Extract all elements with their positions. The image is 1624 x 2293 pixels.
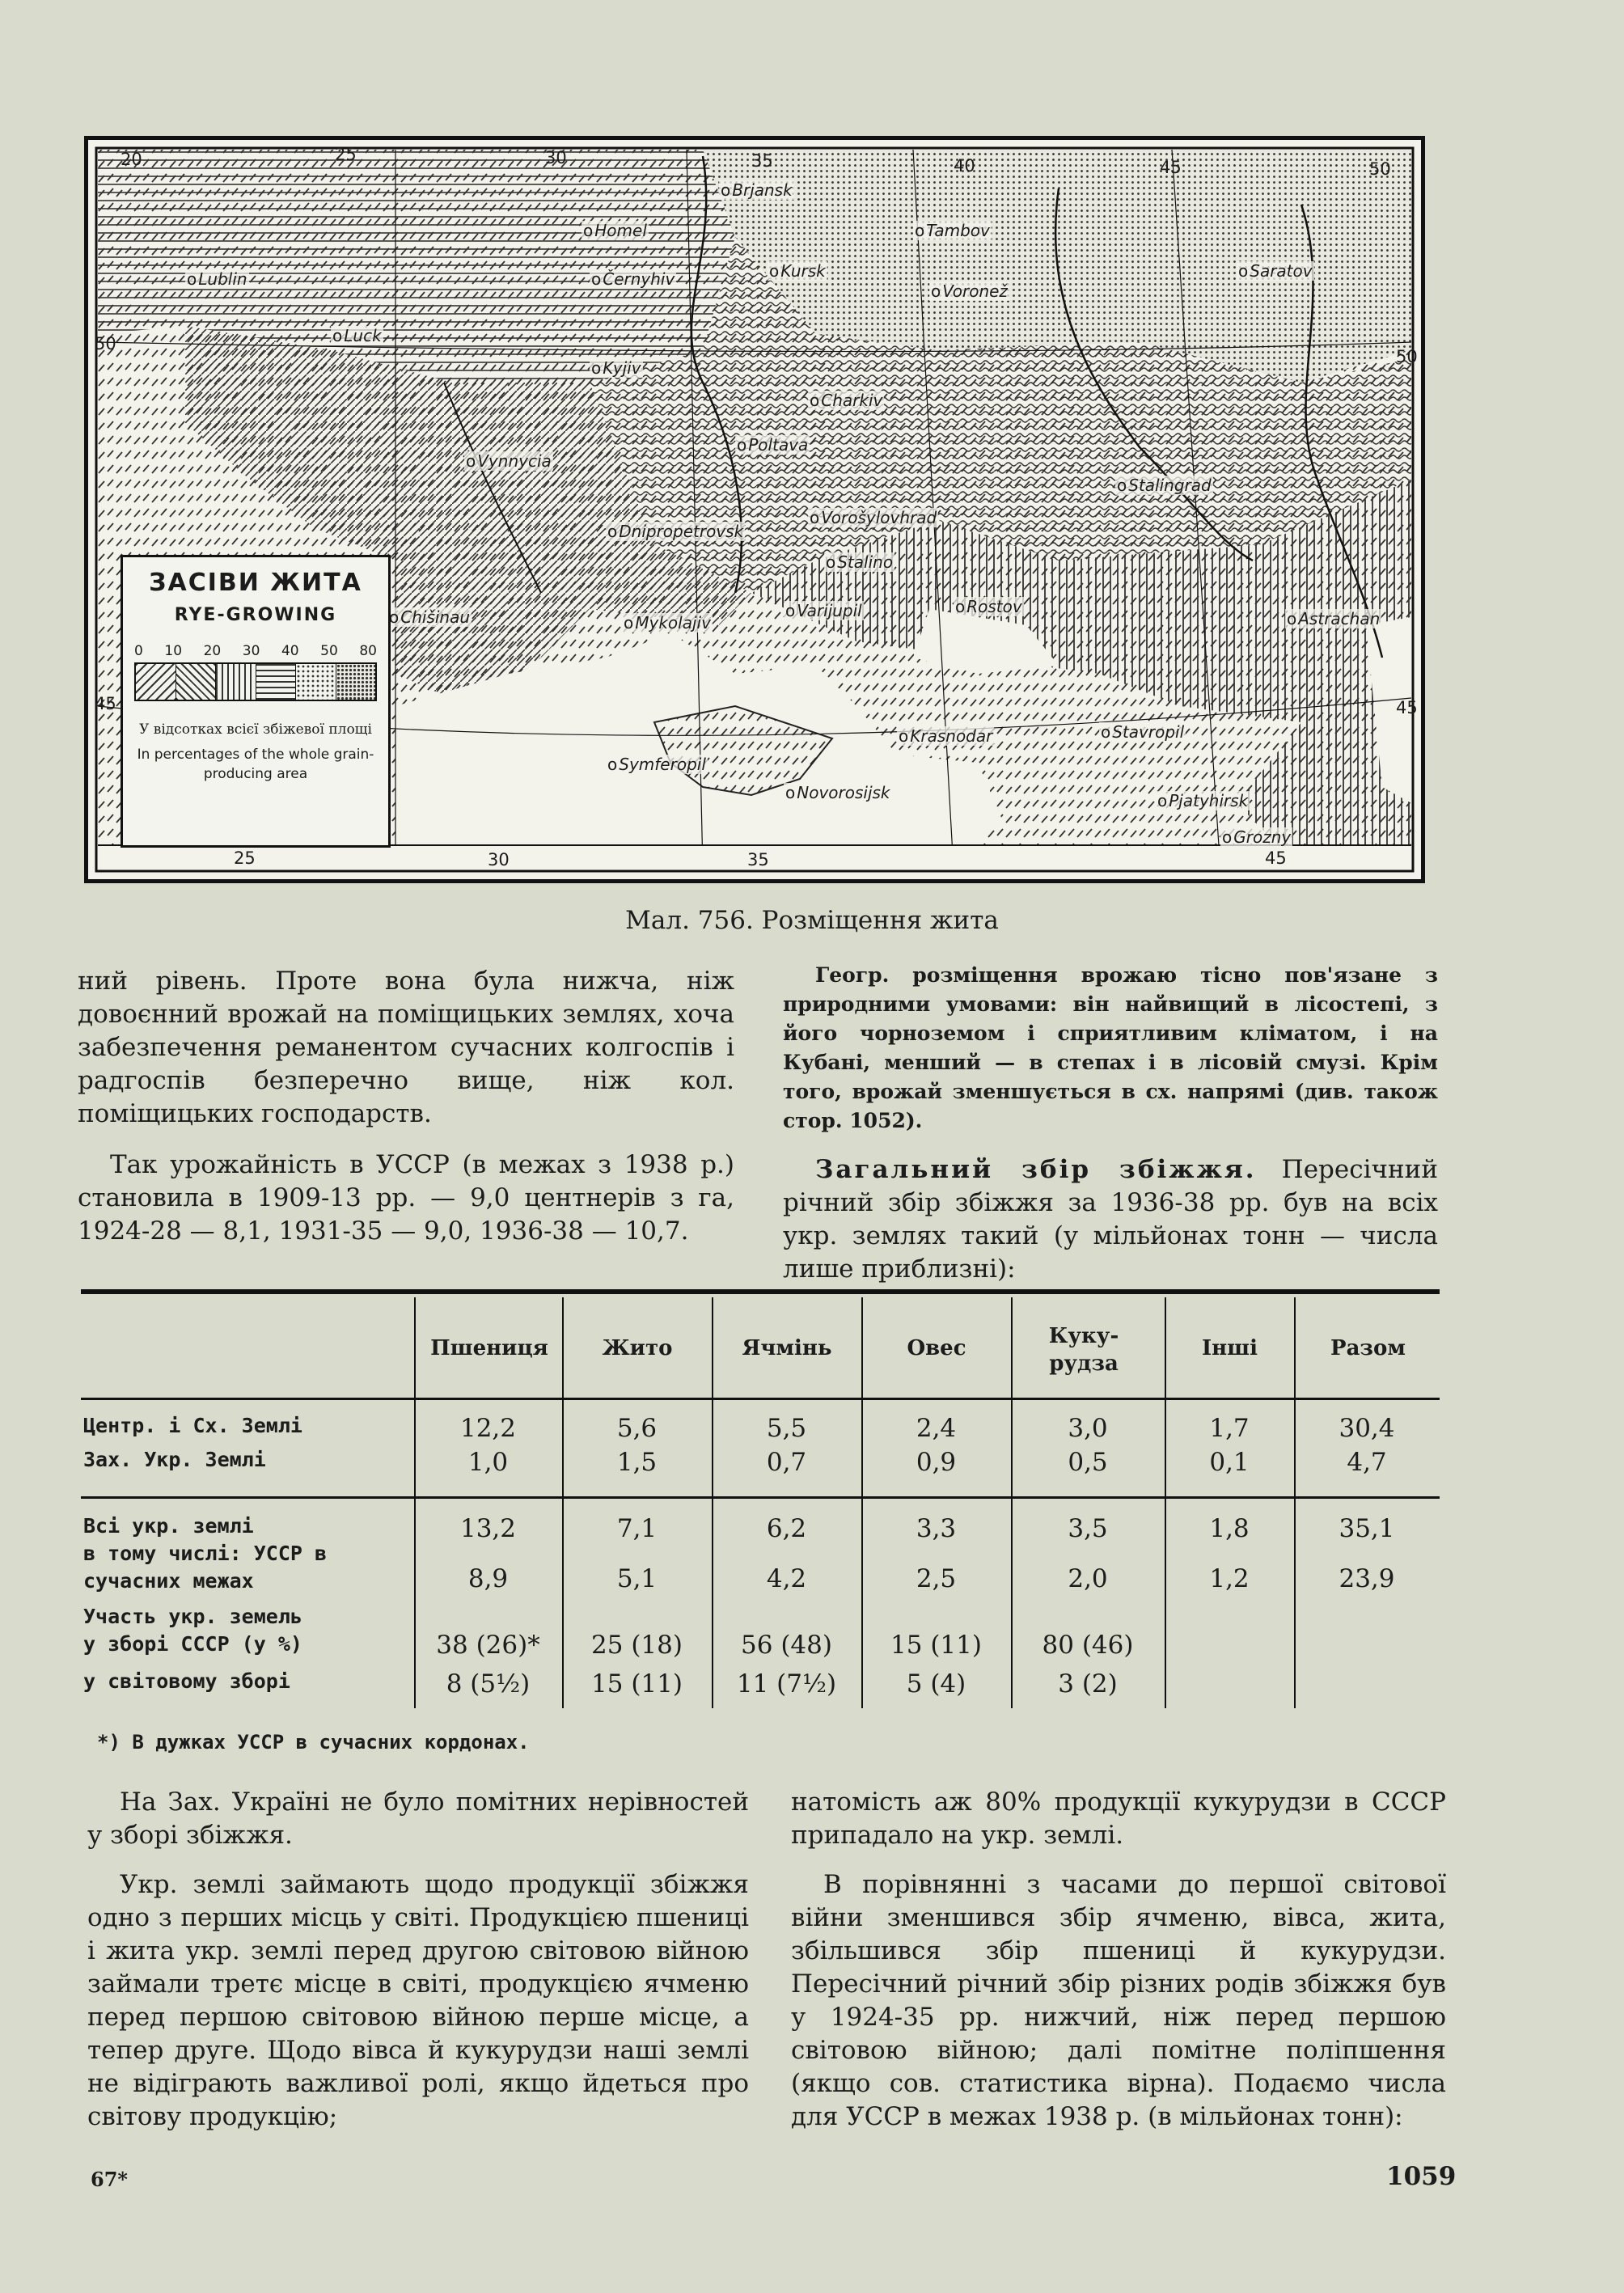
right-column-lower: [791, 1786, 1446, 2134]
table-cell: 2,0: [1068, 1564, 1108, 1593]
table-cell: 6,2: [766, 1514, 807, 1543]
table-cell: 0,1: [1209, 1448, 1250, 1477]
city-label: o Homel: [582, 221, 649, 240]
city-label: o Kursk: [768, 261, 827, 281]
city-label: o Symferopil: [606, 755, 708, 774]
table-cell: 1,8: [1209, 1514, 1250, 1543]
city-label: o Dnipropetrovsk: [606, 522, 745, 541]
city-label: o Kyjiv: [590, 358, 643, 378]
table-cell: 11 (7½): [736, 1669, 837, 1699]
city-label: o Chišinau: [387, 607, 472, 627]
col-header-other: Інші: [1201, 1336, 1258, 1360]
coord-left-45: 45: [95, 694, 116, 713]
city-label: o Vorošylovhrad: [808, 508, 938, 527]
coord-top-30: 30: [545, 148, 567, 167]
legend-tick: 80: [359, 643, 377, 659]
city-label: o Tambov: [913, 221, 992, 240]
paragraph: Геогр. розміщення врожаю тісно пов'язане з природними умовами: він найвищий в лісостепі, з його чорноземом і сприятливим кліматом, і на Кубані, менший — в степах і в лісовій смузі. Крім того, врожай зменшується в сх. напрямі (див. також стор. 1052).: [783, 963, 1438, 1132]
legend-tick: 30: [242, 643, 260, 659]
city-label: o Černyhiv: [590, 269, 676, 289]
table-cell: 35,1: [1339, 1514, 1395, 1543]
table-cell: 5,6: [616, 1414, 658, 1443]
paragraph: В порівнянні з часами до першої світової війни зменшився збір ячменю, вівса, жита, збільшився збір пшениці й кукурудзи. Пересічний річний збір різних родів збіжжя був у 1924-35 рр. нижчий, ніж перед першою світовою війною; далі помітне поліпшення (якщо сов. статистика вірна). Подаємо числа для УССР в межах 1938 р. (в мільйонах тонн):: [791, 1870, 1446, 2131]
table-cell: 4,7: [1347, 1448, 1387, 1477]
col-header-oats: Овес: [907, 1336, 966, 1360]
row-label: Центр. і Сх. Землі: [83, 1414, 302, 1437]
city-label: o Poltava: [735, 435, 810, 455]
signature-mark: 67*: [91, 2168, 128, 2191]
city-label: o Charkiv: [808, 391, 884, 410]
legend-swatch: [136, 664, 176, 700]
table-cell: 56 (48): [741, 1631, 832, 1660]
section-heading: Загальний збір збіжжя.: [815, 1155, 1257, 1184]
city-label: o Stalingrad: [1115, 476, 1213, 495]
table-vline: [1165, 1297, 1166, 1708]
city-label: o Stalino: [824, 552, 894, 572]
page-number: 1059: [1386, 2162, 1457, 2191]
legend-title: ЗАСІВИ ЖИТА: [149, 569, 362, 597]
legend-swatch: [256, 664, 297, 700]
paragraph: Так урожайність в УССР (в межах з 1938 р.) становила в 1909-13 рр. — 9,0 центнерів з га, 1924-28 — 8,1, 1931-35 — 9,0, 1936-38 — 10,7.: [78, 1150, 734, 1246]
table-cell: 5 (4): [906, 1669, 966, 1699]
legend-subtitle: RYE-GROWING: [174, 605, 337, 625]
table-rule-top: [81, 1289, 1440, 1294]
coord-left-50: 50: [95, 334, 116, 353]
table-cell: 5,5: [766, 1414, 807, 1443]
col-header-corn: Куку-рудза: [1048, 1324, 1119, 1376]
row-label: сучасних межах: [83, 1569, 254, 1593]
table-cell: 25 (18): [591, 1631, 683, 1660]
city-label: o Astrachan: [1285, 609, 1381, 628]
paragraph: натомість аж 80% продукції кукурудзи в СССР припадало на укр. землі.: [791, 1787, 1446, 1850]
table-cell: 2,5: [916, 1564, 957, 1593]
legend-swatch: [336, 664, 376, 700]
table-cell: 23,9: [1339, 1564, 1395, 1593]
paragraph: ний рівень. Проте вона була нижча, ніж довоєнний врожай на поміщицьких землях, хоча забезпечення реманентом сучасних колгоспів і радгоспів безперечно вище, ніж кол. поміщицьких господарств.: [78, 967, 734, 1128]
city-label: o Varijupil: [784, 601, 864, 620]
coord-top-20: 20: [121, 150, 142, 169]
table-cell: 1,7: [1209, 1414, 1250, 1443]
table-cell: 30,4: [1339, 1414, 1395, 1443]
col-header-wheat: Пшениця: [430, 1336, 548, 1360]
coord-top-50: 50: [1369, 159, 1391, 179]
rye-map: [84, 136, 1425, 883]
row-label: Зах. Укр. Землі: [83, 1448, 266, 1471]
left-column-lower: [87, 1786, 749, 2134]
city-label: o Mykolajiv: [622, 613, 713, 632]
legend-scale: [134, 643, 377, 711]
city-label: o Stavropil: [1099, 722, 1186, 742]
city-label: o Saratov: [1237, 261, 1314, 281]
legend-swatch: [296, 664, 336, 700]
legend-note-en: In percentages of the whole grain-producing area: [137, 747, 374, 782]
city-label: o Rostov: [954, 597, 1024, 616]
col-header-rye: Жито: [602, 1336, 673, 1360]
coord-top-40: 40: [954, 156, 975, 176]
legend-tick: 10: [164, 643, 183, 659]
table-cell: 15 (11): [890, 1631, 982, 1660]
legend-tick: 20: [203, 643, 222, 659]
coord-bottom-25: 25: [234, 848, 256, 868]
left-column-upper: [78, 965, 734, 1248]
map-legend: [121, 555, 391, 848]
table-cell: 12,2: [459, 1414, 517, 1443]
row-label: Участь укр. земель: [83, 1605, 302, 1628]
table-cell: 7,1: [616, 1514, 658, 1543]
row-label: Всі укр. землі: [83, 1514, 254, 1538]
figure-caption: Мал. 756. Розміщення жита: [625, 906, 999, 935]
table-cell: 1,2: [1209, 1564, 1250, 1593]
legend-tick: 0: [134, 643, 143, 659]
legend-swatch: [176, 664, 217, 700]
table-cell: 15 (11): [591, 1669, 683, 1699]
table-cell: 3,0: [1068, 1414, 1108, 1443]
legend-note-uk: У відсотках всієї збіжевої площі: [139, 721, 372, 738]
city-label: o Krasnodar: [897, 726, 994, 746]
table-cell: 4,2: [766, 1564, 807, 1593]
city-label: o Luck: [331, 326, 383, 345]
city-label: o Brjansk: [719, 180, 794, 200]
paragraph: Укр. землі займають щодо продукції збіжжя одно з перших місць у світі. Продукцією пшениці і жита укр. землі перед другою світовою війною займали третє місце в світі, продукцією ячменю перед першою світовою війною перше місце, а тепер друге. Щодо вівса й кукурудзи наші землі не відіграють важливої ролі, якщо йдеться про світову продукцію;: [87, 1870, 749, 2131]
city-label: o Vynnycia: [464, 451, 553, 471]
legend-swatch: [216, 664, 256, 700]
row-label: у світовому зборі: [83, 1669, 290, 1693]
city-label: o Novorosijsk: [784, 783, 892, 802]
table-cell: 3,5: [1068, 1514, 1108, 1543]
legend-tick: 40: [281, 643, 299, 659]
col-header-total: Разом: [1330, 1336, 1406, 1360]
coord-bottom-35: 35: [747, 850, 769, 869]
right-column-upper: [783, 961, 1438, 1286]
table-cell: 13,2: [459, 1514, 517, 1543]
coord-top-45: 45: [1160, 158, 1182, 177]
row-label: у зборі СССР (у %): [83, 1632, 302, 1656]
table-cell: 0,7: [766, 1448, 807, 1477]
table-cell: 8 (5½): [446, 1669, 531, 1699]
table-rule-middle: [81, 1496, 1440, 1499]
table-cell: 0,9: [916, 1448, 957, 1477]
table-vline: [1294, 1297, 1296, 1708]
table-cell: 2,4: [916, 1414, 957, 1443]
table-cell: 38 (26)*: [436, 1631, 540, 1660]
coord-top-25: 25: [335, 145, 357, 164]
coord-top-35: 35: [751, 151, 773, 171]
col-header-barley: Ячмінь: [742, 1336, 832, 1360]
legend-tick: 50: [320, 643, 338, 659]
paragraph: На Зах. Україні не було помітних нерівностей у зборі збіжжя.: [87, 1787, 749, 1850]
city-label: o Voronež: [929, 281, 1009, 301]
table-rule-header: [81, 1398, 1440, 1400]
city-label: o Grozny: [1220, 827, 1292, 847]
coord-bottom-30: 30: [488, 850, 510, 869]
city-label: o Lublin: [185, 269, 249, 289]
paragraph: Пересічний річний збір збіжжя за 1936-38 рр. був на всіх укр. землях такий (у мільйонах тонн — числа лише приблизні):: [783, 1155, 1438, 1284]
table-cell: 1,0: [467, 1448, 509, 1477]
city-label: o Pjatyhirsk: [1156, 791, 1250, 810]
table-cell: 8,9: [467, 1564, 509, 1593]
table-cell: 80 (46): [1042, 1631, 1134, 1660]
table-cell: 5,1: [616, 1564, 658, 1593]
table-cell: 3,3: [916, 1514, 957, 1543]
coord-right-50: 50: [1396, 347, 1418, 366]
table-cell: 0,5: [1068, 1448, 1108, 1477]
coord-right-45: 45: [1396, 698, 1418, 717]
footnote: *) В дужках УССР в сучасних кордонах.: [97, 1731, 530, 1754]
table-cell: 3 (2): [1058, 1669, 1118, 1699]
coord-bottom-45: 45: [1265, 848, 1287, 868]
legend-swatches: [134, 662, 377, 701]
row-label: в тому числі: УССР в: [83, 1542, 328, 1565]
table-cell: 1,5: [616, 1448, 658, 1477]
